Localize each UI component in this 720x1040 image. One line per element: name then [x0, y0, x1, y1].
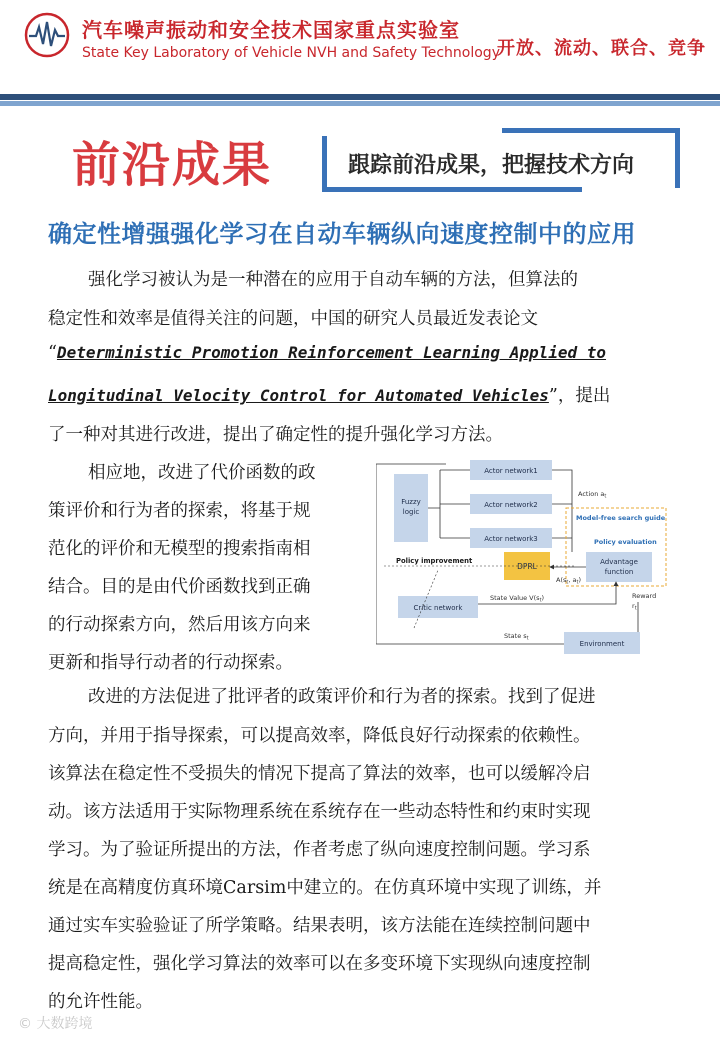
quote-open: “ — [48, 343, 57, 363]
header-divider-dark — [0, 94, 720, 100]
policy-improvement-label: Policy improvement — [396, 557, 473, 565]
policy-evaluation-label: Policy evaluation — [594, 538, 657, 546]
advantage-function-label-2: function — [604, 568, 634, 576]
section-title: 前沿成果 — [72, 137, 273, 193]
p2-line-4: 结合。目的是由代价函数找到正确 — [48, 577, 311, 597]
p1-line-1: 强化学习被认为是一种潜在的应用于自动车辆的方法，但算法的 — [88, 270, 578, 290]
reward-symbol: $r_t$ — [632, 602, 637, 612]
p2-line-6: 更新和指导行动者的行动探索。 — [48, 653, 293, 673]
dprl-label: DPRL — [517, 562, 537, 571]
section-subtitle: 跟踪前沿成果，把握技术方向 — [348, 152, 635, 178]
paper-title-part-2: Longitudinal Velocity Control for Automated Vehicles — [48, 386, 549, 405]
state-value-label: State Value $V(s_t)$ — [490, 594, 545, 604]
p3-line-9: 的允许性能。 — [48, 992, 153, 1012]
actor-network-1-label: Actor network1 — [484, 467, 538, 475]
p3-line-1: 改进的方法促进了批评者的政策评价和行为者的探索。找到了促进 — [88, 687, 596, 707]
action-label: Action $a_t$ — [578, 490, 607, 500]
header-divider-light — [0, 101, 720, 106]
article-title: 确定性增强强化学习在自动车辆纵向速度控制中的应用 — [48, 219, 636, 248]
p1-line-5: 了一种对其进行改进，提出了确定性的提升强化学习方法。 — [48, 425, 503, 445]
advantage-symbol: $A(s_t$, $a_t$) — [556, 576, 581, 586]
p3-line-8: 提高稳定性，强化学习算法的效率可以在多变环境下实现纵向速度控制 — [48, 954, 591, 974]
p3-line-7: 通过实车实验验证了所学策略。结果表明，该方法能在连续控制问题中 — [48, 916, 591, 936]
paper-title-part-1: Deterministic Promotion Reinforcement Learning Applied to — [56, 343, 607, 362]
p3-line-6: 统是在高精度仿真环境Carsim中建立的。在仿真环境中实现了训练，并 — [48, 878, 602, 898]
p3-line-3: 该算法在稳定性不受损失的情况下提高了算法的效率，也可以缓解冷启 — [48, 764, 591, 784]
watermark: © 大数跨境 — [18, 1016, 93, 1032]
p3-line-4: 动。该方法适用于实际物理系统在系统存在一些动态特性和约束时实现 — [48, 802, 591, 822]
fuzzy-logic-label-1: Fuzzy — [401, 498, 421, 506]
p2-line-1: 相应地，改进了代价函数的政 — [88, 463, 316, 483]
environment-label: Environment — [579, 640, 625, 648]
p2-line-5: 的行动探索方向，然后用该方向来 — [48, 615, 311, 635]
p1-line-3 — [48, 343, 606, 363]
actor-network-3-label: Actor network3 — [484, 535, 538, 543]
state-label: State $s_t$ — [504, 632, 529, 642]
critic-network-label: Critic network — [413, 604, 463, 612]
lab-logo-icon — [24, 12, 70, 58]
p1-line-2: 稳定性和效率是值得关注的问题，中国的研究人员最近发表论文 — [48, 309, 538, 329]
advantage-function-label-1: Advantage — [600, 558, 638, 566]
lab-name-en: State Key Laboratory of Vehicle NVH and Safety Technology — [82, 45, 500, 61]
fuzzy-logic-label-2: logic — [402, 508, 420, 516]
p1-line-4 — [48, 382, 610, 407]
reward-label: Reward — [632, 592, 657, 600]
after-quote: ，提出 — [557, 386, 611, 406]
p2-line-3: 范化的评价和无模型的搜索指南相 — [48, 539, 311, 559]
model-free-guide-label: Model-free search guide — [576, 514, 666, 522]
p2-line-2: 策评价和行为者的探索，将基于规 — [48, 501, 311, 521]
lab-name-cn: 汽车噪声振动和安全技术国家重点实验室 — [82, 18, 460, 42]
slogan: 开放、流动、联合、竞争 — [497, 38, 706, 59]
advantage-function-box — [586, 552, 652, 582]
dprl-architecture-diagram — [376, 452, 668, 658]
p3-line-2: 方向，并用于指导探索，可以提高效率，降低良好行动探索的依赖性。 — [48, 726, 591, 746]
actor-network-2-label: Actor network2 — [484, 501, 538, 509]
quote-close: ” — [548, 386, 558, 406]
p3-line-5: 学习。为了验证所提出的方法，作者考虑了纵向速度控制问题。学习系 — [48, 840, 591, 860]
